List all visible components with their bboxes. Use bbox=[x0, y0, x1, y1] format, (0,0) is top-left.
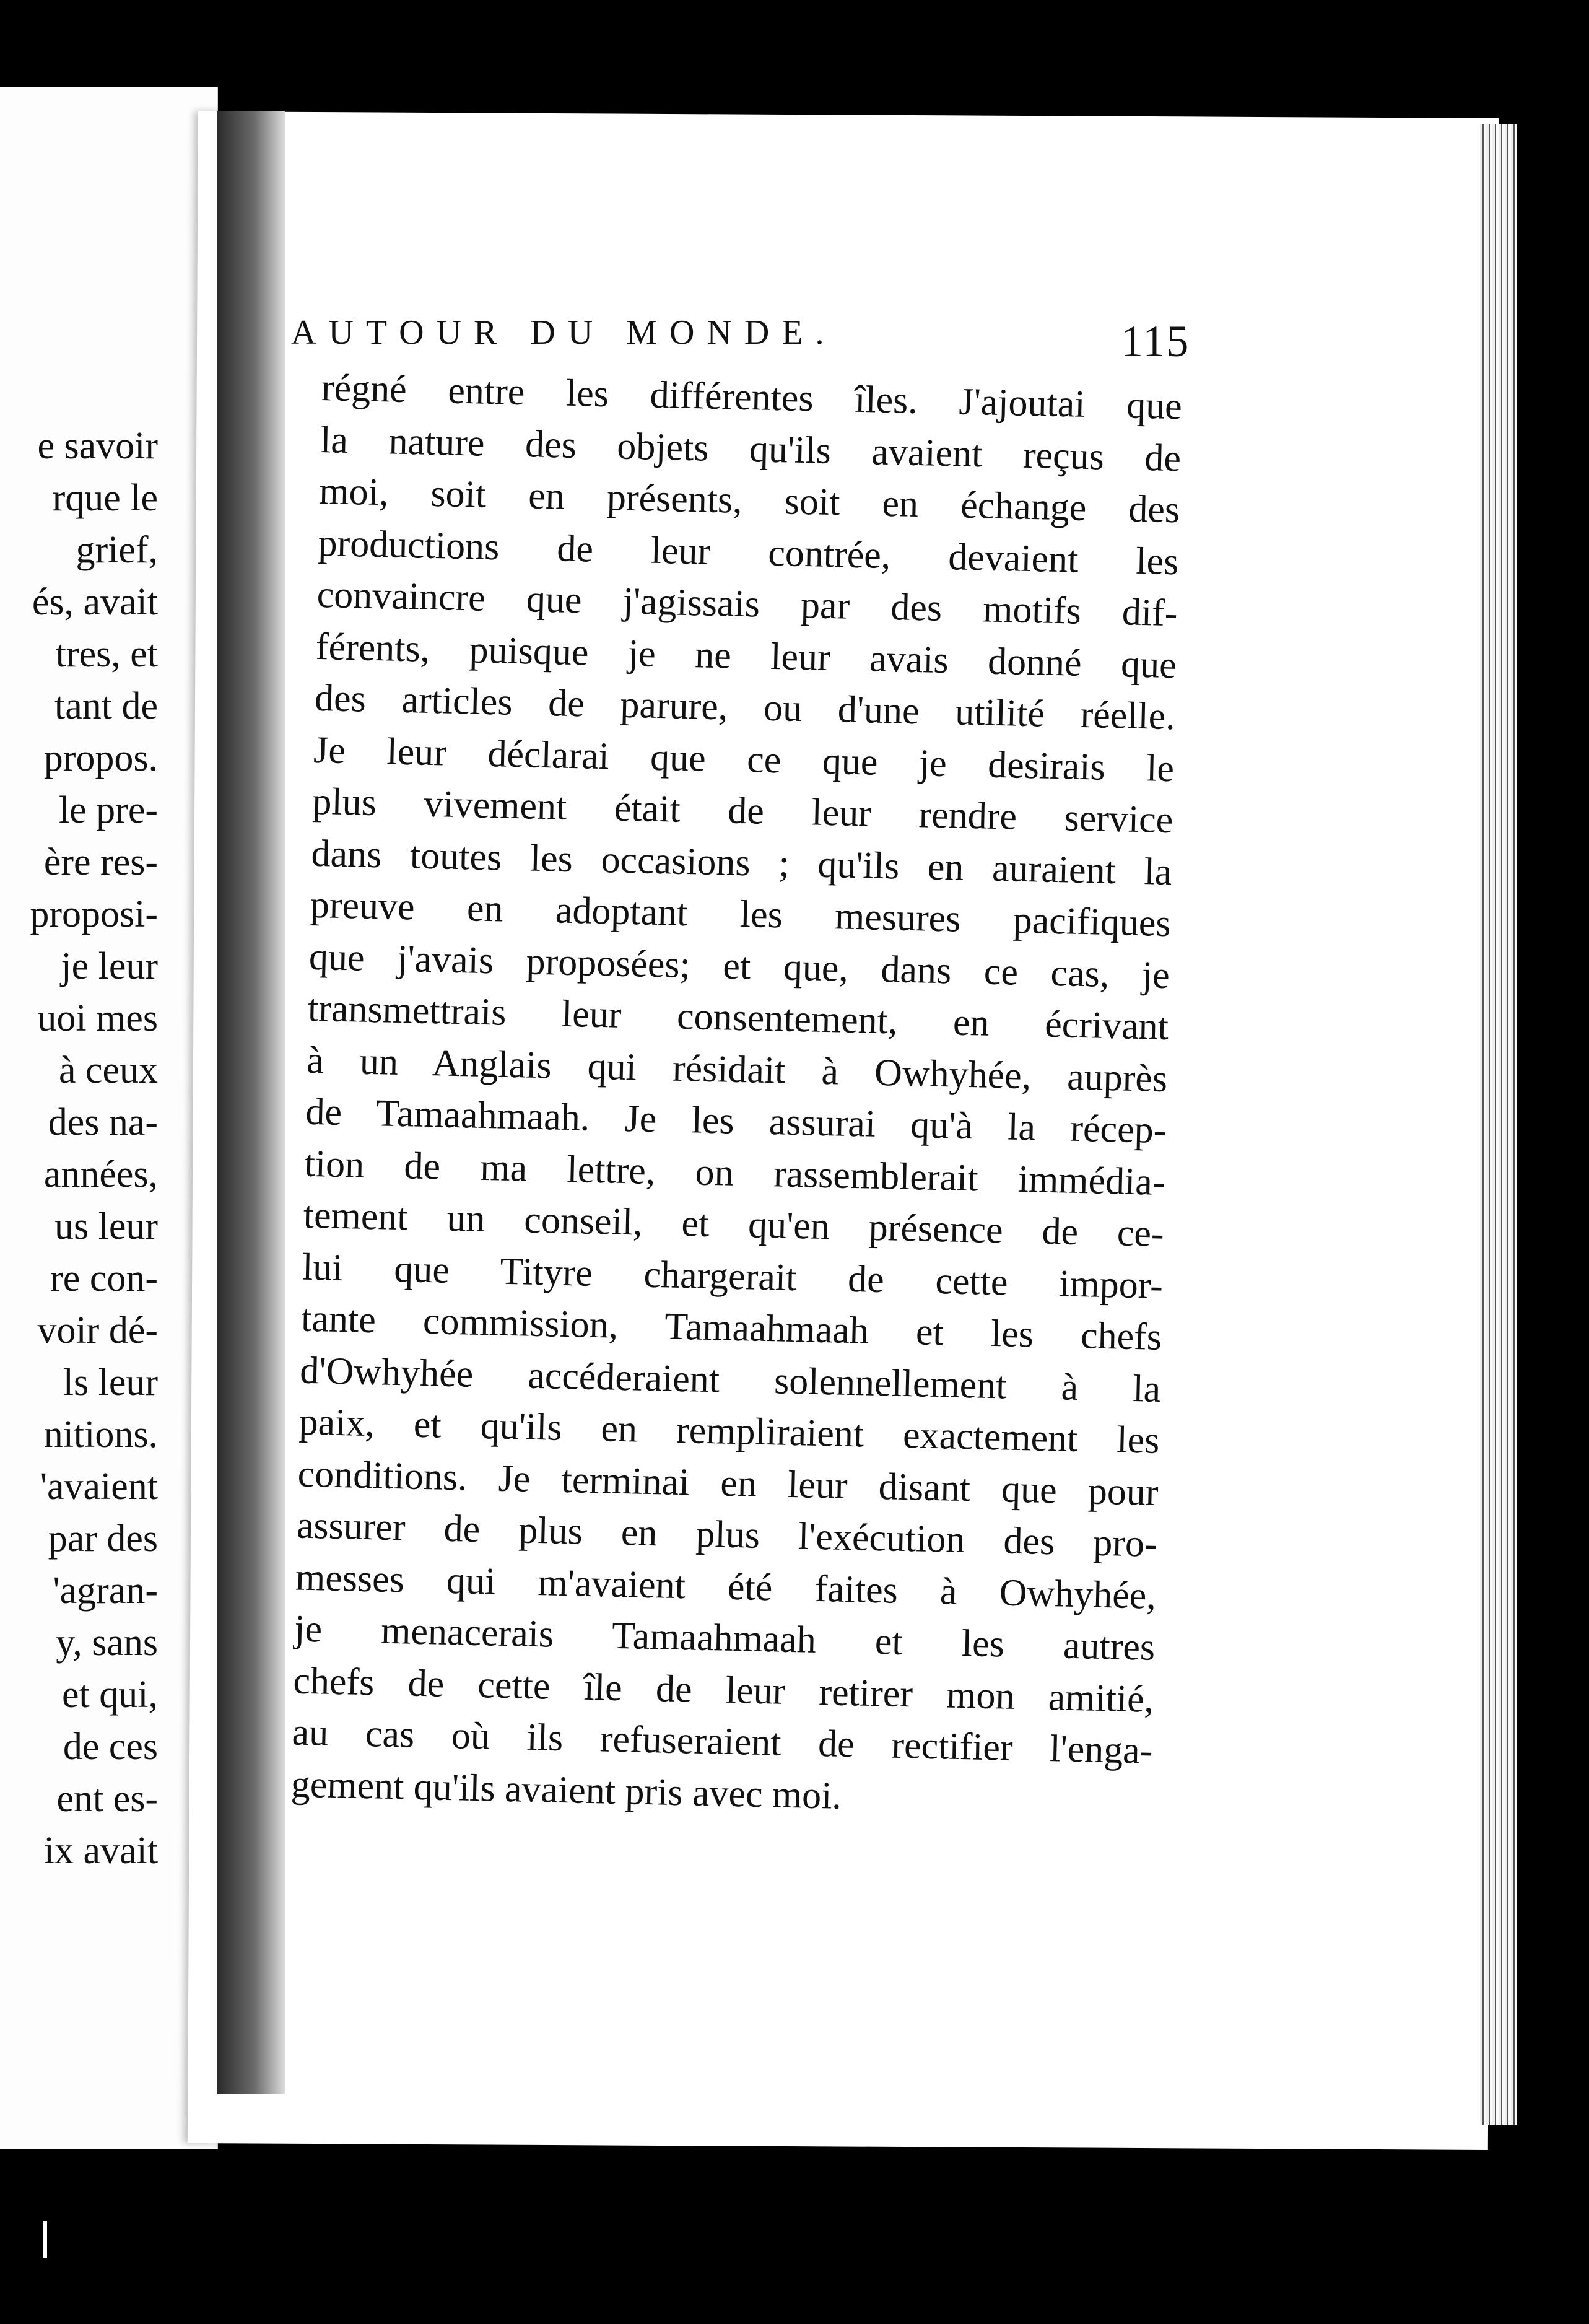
text-line: chefs de cette île de leur retirer mon amitié, bbox=[292, 1659, 1154, 1721]
left-line: des na- bbox=[48, 1101, 158, 1143]
text-line: tion de ma lettre, on rassemblerait immédia- bbox=[304, 1142, 1166, 1204]
running-head bbox=[291, 313, 1208, 352]
left-line: re con- bbox=[50, 1257, 158, 1300]
text-line: conditions. Je terminai en leur disant que pour bbox=[297, 1452, 1159, 1514]
left-line: tres, et bbox=[55, 633, 158, 675]
page-edges bbox=[1480, 124, 1517, 2125]
text-line: tement un conseil, et qu'en présence de ce- bbox=[303, 1194, 1165, 1255]
text-line: preuve en adoptant les mesures pacifiques bbox=[310, 883, 1172, 945]
text-line: gement qu'ils avaient pris avec moi. bbox=[290, 1762, 842, 1817]
book-gutter bbox=[217, 111, 285, 2094]
left-line: 'avaient bbox=[40, 1466, 158, 1508]
left-line: et qui, bbox=[62, 1674, 158, 1716]
page-body-text bbox=[290, 362, 1183, 1829]
left-line: ix avait bbox=[43, 1830, 158, 1872]
page-number: 115 bbox=[1121, 317, 1190, 366]
text-line: au cas où ils refuseraient de rectifier l'enga- bbox=[292, 1711, 1154, 1772]
left-line: y, sans bbox=[56, 1622, 158, 1664]
left-line: e savoir bbox=[37, 425, 158, 467]
left-line: ère res- bbox=[43, 841, 158, 883]
left-line: à ceux bbox=[58, 1049, 158, 1091]
text-line: que j'avais proposées; et que, dans ce cas, je bbox=[308, 935, 1170, 997]
text-line: tante commission, Tamaahmaah et les chefs bbox=[300, 1297, 1162, 1358]
text-line: moi, soit en présents, soit en échange des bbox=[318, 470, 1180, 531]
text-line: je menacerais Tamaahmaah et les autres bbox=[294, 1607, 1156, 1669]
left-line: us leur bbox=[54, 1205, 158, 1247]
left-line: grief, bbox=[76, 529, 158, 571]
text-line: à un Anglais qui résidait à Owhyhée, auprès bbox=[306, 1039, 1168, 1100]
left-line: uoi mes bbox=[37, 997, 158, 1039]
left-line: le pre- bbox=[58, 789, 158, 831]
text-line: la nature des objets qu'ils avaient reçus de bbox=[320, 418, 1182, 479]
text-line: de Tamaahmaah. Je les assurai qu'à la récep- bbox=[305, 1090, 1167, 1152]
text-line: dans toutes les occasions ; qu'ils en auraient la bbox=[310, 832, 1173, 893]
left-line: années, bbox=[43, 1153, 158, 1195]
left-line: propos. bbox=[43, 737, 158, 779]
left-line: és, avait bbox=[32, 581, 158, 623]
running-head-title: AUTOUR DU MONDE. bbox=[291, 313, 837, 352]
scan-mark bbox=[43, 2221, 47, 2258]
left-line: voir dé- bbox=[37, 1309, 158, 1352]
text-line: plus vivement était de leur rendre service bbox=[311, 780, 1173, 842]
text-line: paix, et qu'ils en rempliraient exactement les bbox=[298, 1400, 1160, 1462]
left-line: ls leur bbox=[63, 1361, 158, 1404]
text-line: lui que Tityre chargerait de cette impor- bbox=[302, 1246, 1164, 1307]
left-line: nitions. bbox=[43, 1413, 158, 1456]
left-page-text bbox=[0, 420, 158, 1877]
text-line: productions de leur contrée, devaient les bbox=[317, 522, 1180, 583]
left-line: rque le bbox=[52, 477, 158, 519]
left-line: je leur bbox=[61, 945, 158, 987]
left-page bbox=[0, 87, 218, 2149]
left-line: tant de bbox=[54, 685, 158, 727]
left-line: de ces bbox=[63, 1726, 158, 1768]
text-line: d'Owhyhée accéderaient solennellement à la bbox=[299, 1349, 1161, 1410]
text-line: convaincre que j'agissais par des motifs dif- bbox=[316, 573, 1178, 635]
text-line: Je leur déclarai que ce que je desirais le bbox=[313, 728, 1175, 790]
text-line: transmettrais leur consentement, en écrivant bbox=[307, 987, 1169, 1049]
text-line: régné entre les différentes îles. J'ajoutai que bbox=[321, 366, 1183, 428]
text-line: messes qui m'avaient été faites à Owhyhée, bbox=[295, 1556, 1157, 1617]
text-line: des articles de parure, ou d'une utilité réelle. bbox=[314, 676, 1176, 738]
left-line: 'agran- bbox=[53, 1570, 158, 1612]
left-line: ent es- bbox=[56, 1778, 158, 1820]
left-line: par des bbox=[48, 1518, 158, 1560]
text-line: férents, puisque je ne leur avais donné que bbox=[315, 625, 1177, 686]
text-line: assurer de plus en plus l'exécution des pro- bbox=[296, 1504, 1158, 1565]
left-line: proposi- bbox=[30, 893, 158, 935]
